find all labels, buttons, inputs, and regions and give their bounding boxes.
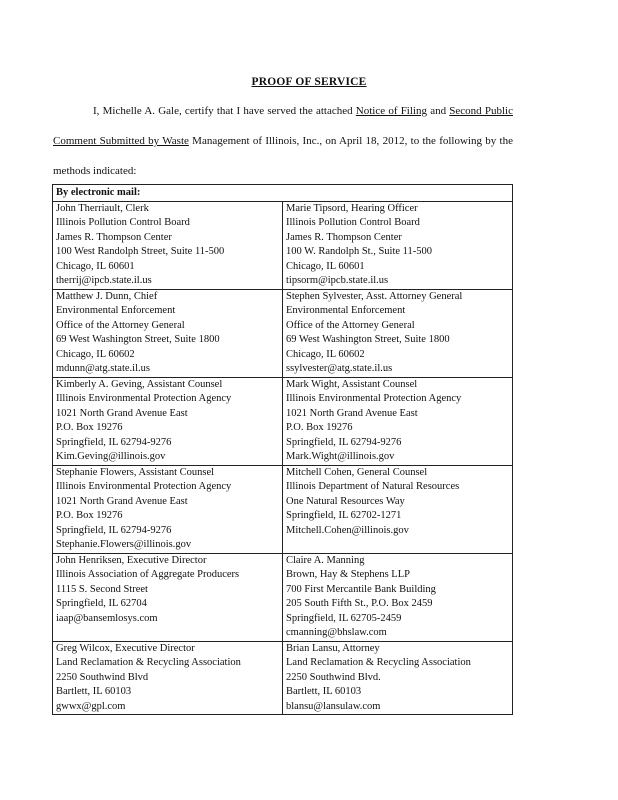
recipient-cell-left (53, 377, 283, 465)
recipient-email: Mark.Wight@illinois.gov (286, 451, 395, 462)
recipient-email: blansu@lansulaw.com (286, 700, 381, 712)
recipient-cell-right (283, 289, 513, 377)
recipient-name: John Therriault, Clerk (56, 202, 149, 214)
recipient-name: Brian Lansu, Attorney (286, 642, 380, 654)
recipient-city: Springfield, IL 62704 (56, 598, 147, 609)
recipient-address: 69 West Washington Street, Suite 1800 (286, 334, 450, 345)
notice-of-filing-link: Notice of Filing (355, 105, 427, 117)
recipient-email: tipsorm@ipcb.state.il.us (286, 275, 389, 286)
recipient-address: 100 W. Randolph St., Suite 11-500 (286, 246, 433, 257)
recipient-email: mdunn@atg.state.il.us (56, 363, 150, 374)
recipient-address: 100 West Randolph Street, Suite 11-500 (56, 246, 225, 257)
recipient-org: Illinois Association of Aggregate Producers (56, 569, 240, 580)
recipient-cell-right (283, 377, 513, 465)
recipient-address: 1115 S. Second Street (56, 583, 148, 595)
recipient-org: Environmental Enforcement (56, 305, 176, 316)
recipient-city: Springfield, IL 62794-9276 (56, 524, 172, 536)
recipient-address: P.O. Box 19276 (286, 422, 353, 433)
recipient-city: Springfield, IL 62705-2459 (286, 612, 402, 624)
recipient-city: Bartlett, IL 60103 (286, 686, 362, 697)
recipient-org: Illinois Environmental Protection Agency (56, 481, 232, 492)
electronic-mail-header: By electronic mail: (53, 185, 513, 202)
recipient-city: Springfield, IL 62794-9276 (286, 436, 402, 448)
recipient-email: therrij@ipcb.state.il.us (56, 275, 152, 286)
intro-text-3: Management of Illinois, Inc., on April 18, 2012, to the following by the methods indicated: (53, 135, 513, 177)
table-row (53, 377, 513, 465)
recipient-org: Brown, Hay & Stephens LLP (286, 569, 410, 580)
recipient-org: Office of the Attorney General (56, 319, 185, 331)
recipient-email: iaap@bansemlosys.com (56, 612, 158, 624)
intro-paragraph (53, 96, 513, 186)
recipient-org: Environmental Enforcement (286, 305, 406, 316)
table-row (53, 465, 513, 553)
recipient-name: Mitchell Cohen, General Counsel (286, 466, 428, 478)
recipient-address: 1021 North Grand Avenue East (56, 407, 188, 419)
service-list-table (52, 184, 513, 715)
recipient-address: 2250 Southwind Blvd. (286, 671, 381, 683)
recipient-email: Stephanie.Flowers@illinois.gov (56, 539, 192, 550)
recipient-city: Springfield, IL 62702-1271 (286, 510, 402, 521)
recipient-address: P.O. Box 19276 (56, 422, 123, 433)
recipient-city: Chicago, IL 60602 (286, 348, 365, 360)
recipient-name: John Henriksen, Executive Director (56, 554, 207, 566)
recipient-email: cmanning@bhslaw.com (286, 627, 387, 638)
recipient-address: James R. Thompson Center (286, 231, 402, 243)
intro-text-1: I, Michelle A. Gale, certify that I have served the attached (93, 105, 356, 117)
recipient-address: 205 South Fifth St., P.O. Box 2459 (286, 598, 433, 609)
recipient-city: Chicago, IL 60602 (56, 348, 135, 360)
recipient-cell-right (283, 641, 513, 715)
recipient-address: 1021 North Grand Avenue East (56, 495, 188, 507)
recipient-address: 1021 North Grand Avenue East (286, 407, 418, 419)
table-row (53, 289, 513, 377)
recipient-email: ssylvester@atg.state.il.us (286, 363, 393, 374)
recipient-city: Chicago, IL 60601 (286, 260, 365, 272)
recipient-address: 700 First Mercantile Bank Building (286, 583, 436, 595)
second-public-comment-link: Second Public Comment Submitted by Waste (53, 105, 513, 147)
recipient-name: Matthew J. Dunn, Chief (56, 290, 158, 302)
recipient-org: Illinois Pollution Control Board (286, 217, 420, 228)
recipient-cell-left (53, 553, 283, 641)
recipient-address: 2250 Southwind Blvd (56, 671, 149, 683)
recipient-org: Land Reclamation & Recycling Association (286, 657, 471, 668)
intro-text-2: and (426, 105, 450, 117)
table-row (53, 553, 513, 641)
recipient-cell-right (283, 201, 513, 289)
recipient-org: Office of the Attorney General (286, 319, 415, 331)
recipient-cell-right (283, 553, 513, 641)
recipient-cell-left (53, 465, 283, 553)
recipient-org: Illinois Pollution Control Board (56, 217, 190, 228)
recipient-org: Illinois Department of Natural Resources (286, 481, 460, 492)
recipient-name: Mark Wight, Assistant Counsel (286, 378, 418, 390)
recipient-city: Springfield, IL 62794-9276 (56, 436, 172, 448)
recipient-org: Land Reclamation & Recycling Association (56, 657, 241, 668)
recipient-cell-left (53, 641, 283, 715)
table-header-row (53, 185, 513, 202)
recipient-org: Illinois Environmental Protection Agency (286, 393, 462, 404)
recipient-cell-left (53, 289, 283, 377)
recipient-city: Bartlett, IL 60103 (56, 686, 132, 697)
recipient-name: Marie Tipsord, Hearing Officer (286, 202, 418, 214)
recipient-address: 69 West Washington Street, Suite 1800 (56, 334, 220, 345)
recipient-address: One Natural Resources Way (286, 495, 405, 507)
recipient-cell-right (283, 465, 513, 553)
recipient-name: Stephen Sylvester, Asst. Attorney General (286, 290, 463, 302)
recipient-email: Mitchell.Cohen@illinois.gov (286, 524, 409, 536)
recipient-name: Kimberly A. Geving, Assistant Counsel (56, 378, 223, 390)
recipient-address: P.O. Box 19276 (56, 510, 123, 521)
recipient-email: Kim.Geving@illinois.gov (56, 451, 166, 462)
recipient-address: James R. Thompson Center (56, 231, 172, 243)
table-row (53, 201, 513, 289)
recipient-city: Chicago, IL 60601 (56, 260, 135, 272)
document-title: PROOF OF SERVICE (251, 76, 367, 88)
recipient-name: Greg Wilcox, Executive Director (56, 642, 195, 654)
recipient-email: gwwx@gpl.com (56, 700, 126, 712)
recipient-name: Claire A. Manning (286, 554, 365, 566)
recipient-cell-left (53, 201, 283, 289)
recipient-org: Illinois Environmental Protection Agency (56, 393, 232, 404)
recipient-name: Stephanie Flowers, Assistant Counsel (56, 466, 215, 478)
table-row (53, 641, 513, 715)
